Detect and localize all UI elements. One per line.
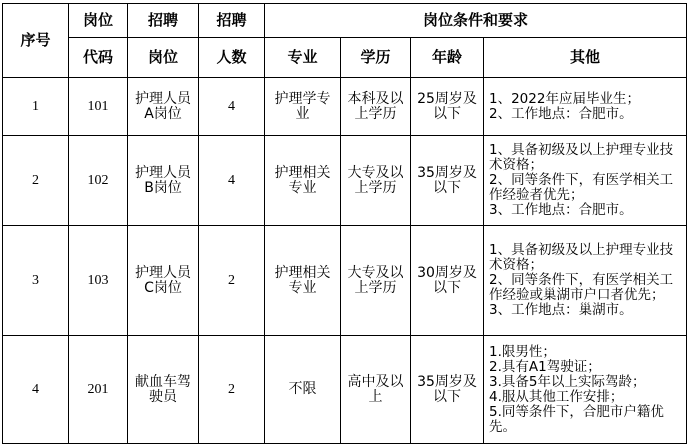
header-age: 年龄 xyxy=(411,38,484,78)
row-other xyxy=(484,226,687,336)
row-age: 35周岁及以下 xyxy=(411,136,484,226)
recruitment-table xyxy=(2,3,687,444)
header-conditions: 岗位条件和要求 xyxy=(265,4,687,38)
other-line: 3、工作地点：合肥市。 xyxy=(489,202,633,218)
table-row xyxy=(3,78,687,136)
other-line: 2、工作地点：合肥市。 xyxy=(489,105,633,122)
other-line: 1、2022年应届毕业生； xyxy=(489,90,640,107)
table-row xyxy=(3,336,687,444)
other-line: 3.具备5年以上实际驾龄； xyxy=(489,373,646,390)
other-line: 1、具备初级及以上护理专业技术资格； xyxy=(489,242,674,273)
header-major: 专业 xyxy=(265,38,341,78)
other-line: 2、同等条件下，有医学相关工作经验或巢湖市户口者优先； xyxy=(489,272,674,303)
table-row xyxy=(3,136,687,226)
row-seq: 4 xyxy=(3,336,69,444)
table-row xyxy=(3,226,687,336)
row-age: 25周岁及以下 xyxy=(411,78,484,136)
row-education: 大专及以上学历 xyxy=(341,136,411,226)
row-major: 护理相关专业 xyxy=(265,226,341,336)
row-other xyxy=(484,78,687,136)
row-age: 35周岁及以下 xyxy=(411,336,484,444)
row-education: 高中及以上 xyxy=(341,336,411,444)
row-major: 不限 xyxy=(265,336,341,444)
header-seq: 序号 xyxy=(3,4,69,78)
row-post-name: 护理人员C岗位 xyxy=(128,226,199,336)
header-recruit-count-group: 招聘 xyxy=(199,4,265,38)
row-education: 大专及以上学历 xyxy=(341,226,411,336)
other-line: 3、工作地点：巢湖市。 xyxy=(489,302,633,318)
row-post-code: 103 xyxy=(69,226,128,336)
row-other xyxy=(484,136,687,226)
row-count: 4 xyxy=(199,78,265,136)
other-line: 4.服从其他工作安排； xyxy=(489,388,624,405)
header-recruit-post: 岗位 xyxy=(128,38,199,78)
other-line: 5.同等条件下，合肥市户籍优先。 xyxy=(489,403,664,435)
row-count: 2 xyxy=(199,226,265,336)
row-education: 本科及以上学历 xyxy=(341,78,411,136)
other-line: 1、具备初级及以上护理专业技术资格； xyxy=(489,142,674,173)
row-major: 护理相关专业 xyxy=(265,136,341,226)
header-recruit-group: 招聘 xyxy=(128,4,199,38)
row-seq: 1 xyxy=(3,78,69,136)
row-other xyxy=(484,336,687,444)
other-line: 1.限男性； xyxy=(489,343,556,360)
header-post-group: 岗位 xyxy=(69,4,128,38)
other-line: 2、同等条件下，有医学相关工作经验者优先； xyxy=(489,172,674,203)
row-post-code: 102 xyxy=(69,136,128,226)
row-seq: 2 xyxy=(3,136,69,226)
row-post-name: 护理人员B岗位 xyxy=(128,136,199,226)
header-other: 其他 xyxy=(484,38,687,78)
header-recruit-count: 人数 xyxy=(199,38,265,78)
row-count: 4 xyxy=(199,136,265,226)
row-post-code: 201 xyxy=(69,336,128,444)
header-post-code: 代码 xyxy=(69,38,128,78)
row-count: 2 xyxy=(199,336,265,444)
row-post-name: 献血车驾驶员 xyxy=(128,336,199,444)
header-education: 学历 xyxy=(341,38,411,78)
row-age: 30周岁及以下 xyxy=(411,226,484,336)
row-seq: 3 xyxy=(3,226,69,336)
row-post-code: 101 xyxy=(69,78,128,136)
row-major: 护理学专业 xyxy=(265,78,341,136)
row-post-name: 护理人员A岗位 xyxy=(128,78,199,136)
other-line: 2.具有A1驾驶证； xyxy=(489,358,601,375)
